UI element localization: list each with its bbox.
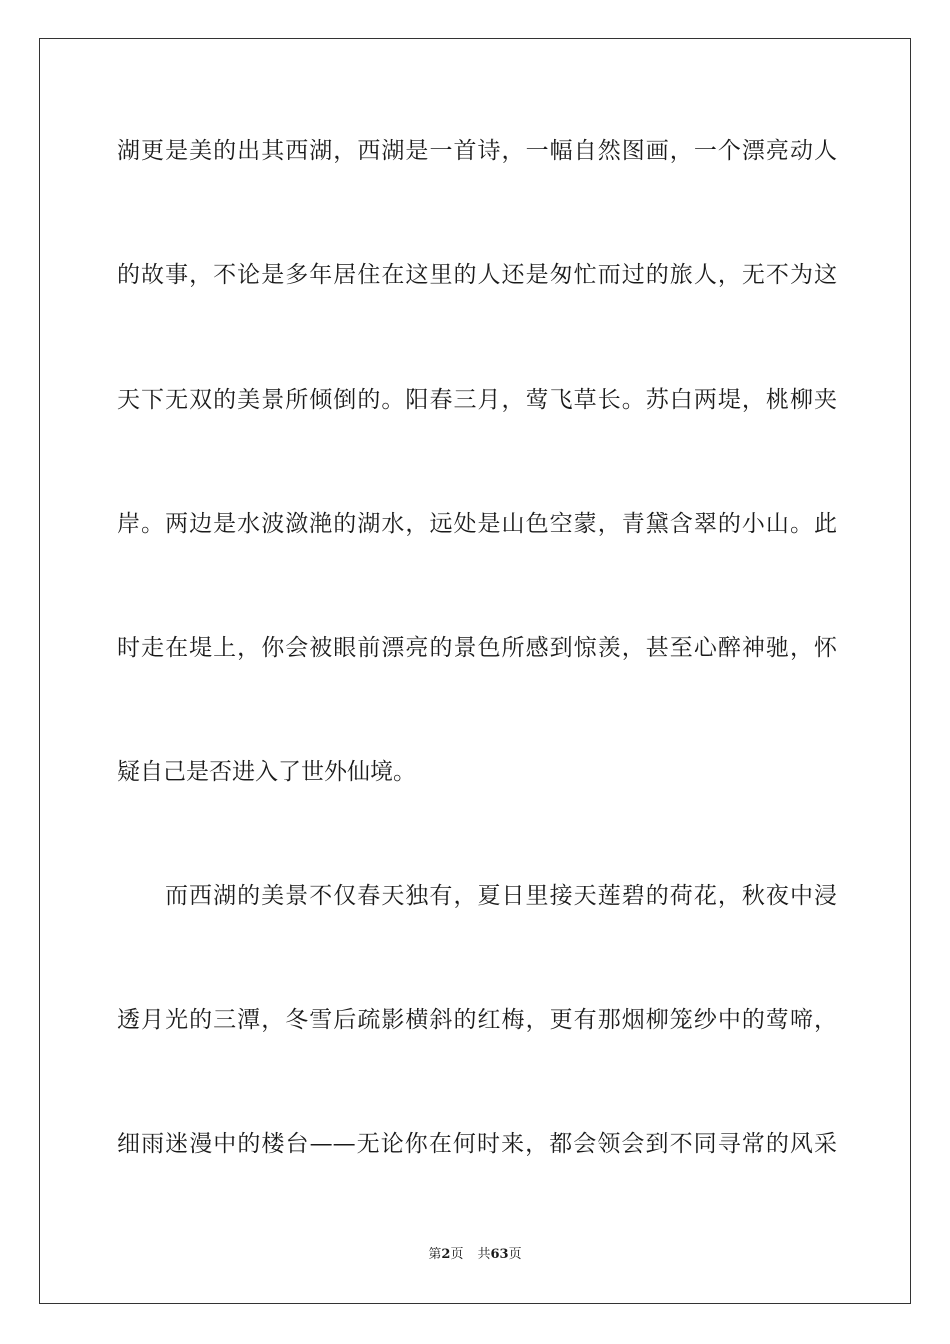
text-line-3: 天下无双的美景所倾倒的。阳春三月，莺飞草长。苏白两堤，桃柳夹 (117, 387, 837, 413)
text-line-1: 湖更是美的出其西湖，西湖是一首诗，一幅自然图画，一个漂亮动人 (117, 138, 837, 164)
text-line-5: 时走在堤上，你会被眼前漂亮的景色所感到惊羡，甚至心醉神驰，怀 (117, 635, 837, 661)
text-line-7: 而西湖的美景不仅春天独有，夏日里接天莲碧的荷花，秋夜中浸 (165, 883, 837, 909)
text-line-6: 疑自己是否进入了世外仙境。 (117, 759, 416, 785)
footer-total-prefix: 共 (477, 1247, 491, 1262)
page-frame (39, 38, 911, 1304)
text-line-8: 透月光的三潭，冬雪后疏影横斜的红梅，更有那烟柳笼纱中的莺啼， (117, 1007, 837, 1033)
footer-page-prefix: 第 (428, 1247, 442, 1262)
footer-page-suffix: 页 (450, 1247, 464, 1262)
text-line-2: 的故事，不论是多年居住在这里的人还是匆忙而过的旅人，无不为这 (117, 262, 837, 288)
text-line-9: 细雨迷漫中的楼台——无论你在何时来，都会领会到不同寻常的风采 (117, 1131, 837, 1157)
footer-page-number: 2 (441, 1247, 451, 1262)
text-line-4: 岸。两边是水波潋滟的湖水，远处是山色空蒙，青黛含翠的小山。此 (117, 511, 837, 537)
page-footer (0, 1246, 950, 1264)
footer-total-suffix: 页 (508, 1247, 522, 1262)
footer-total-pages: 63 (490, 1247, 509, 1262)
